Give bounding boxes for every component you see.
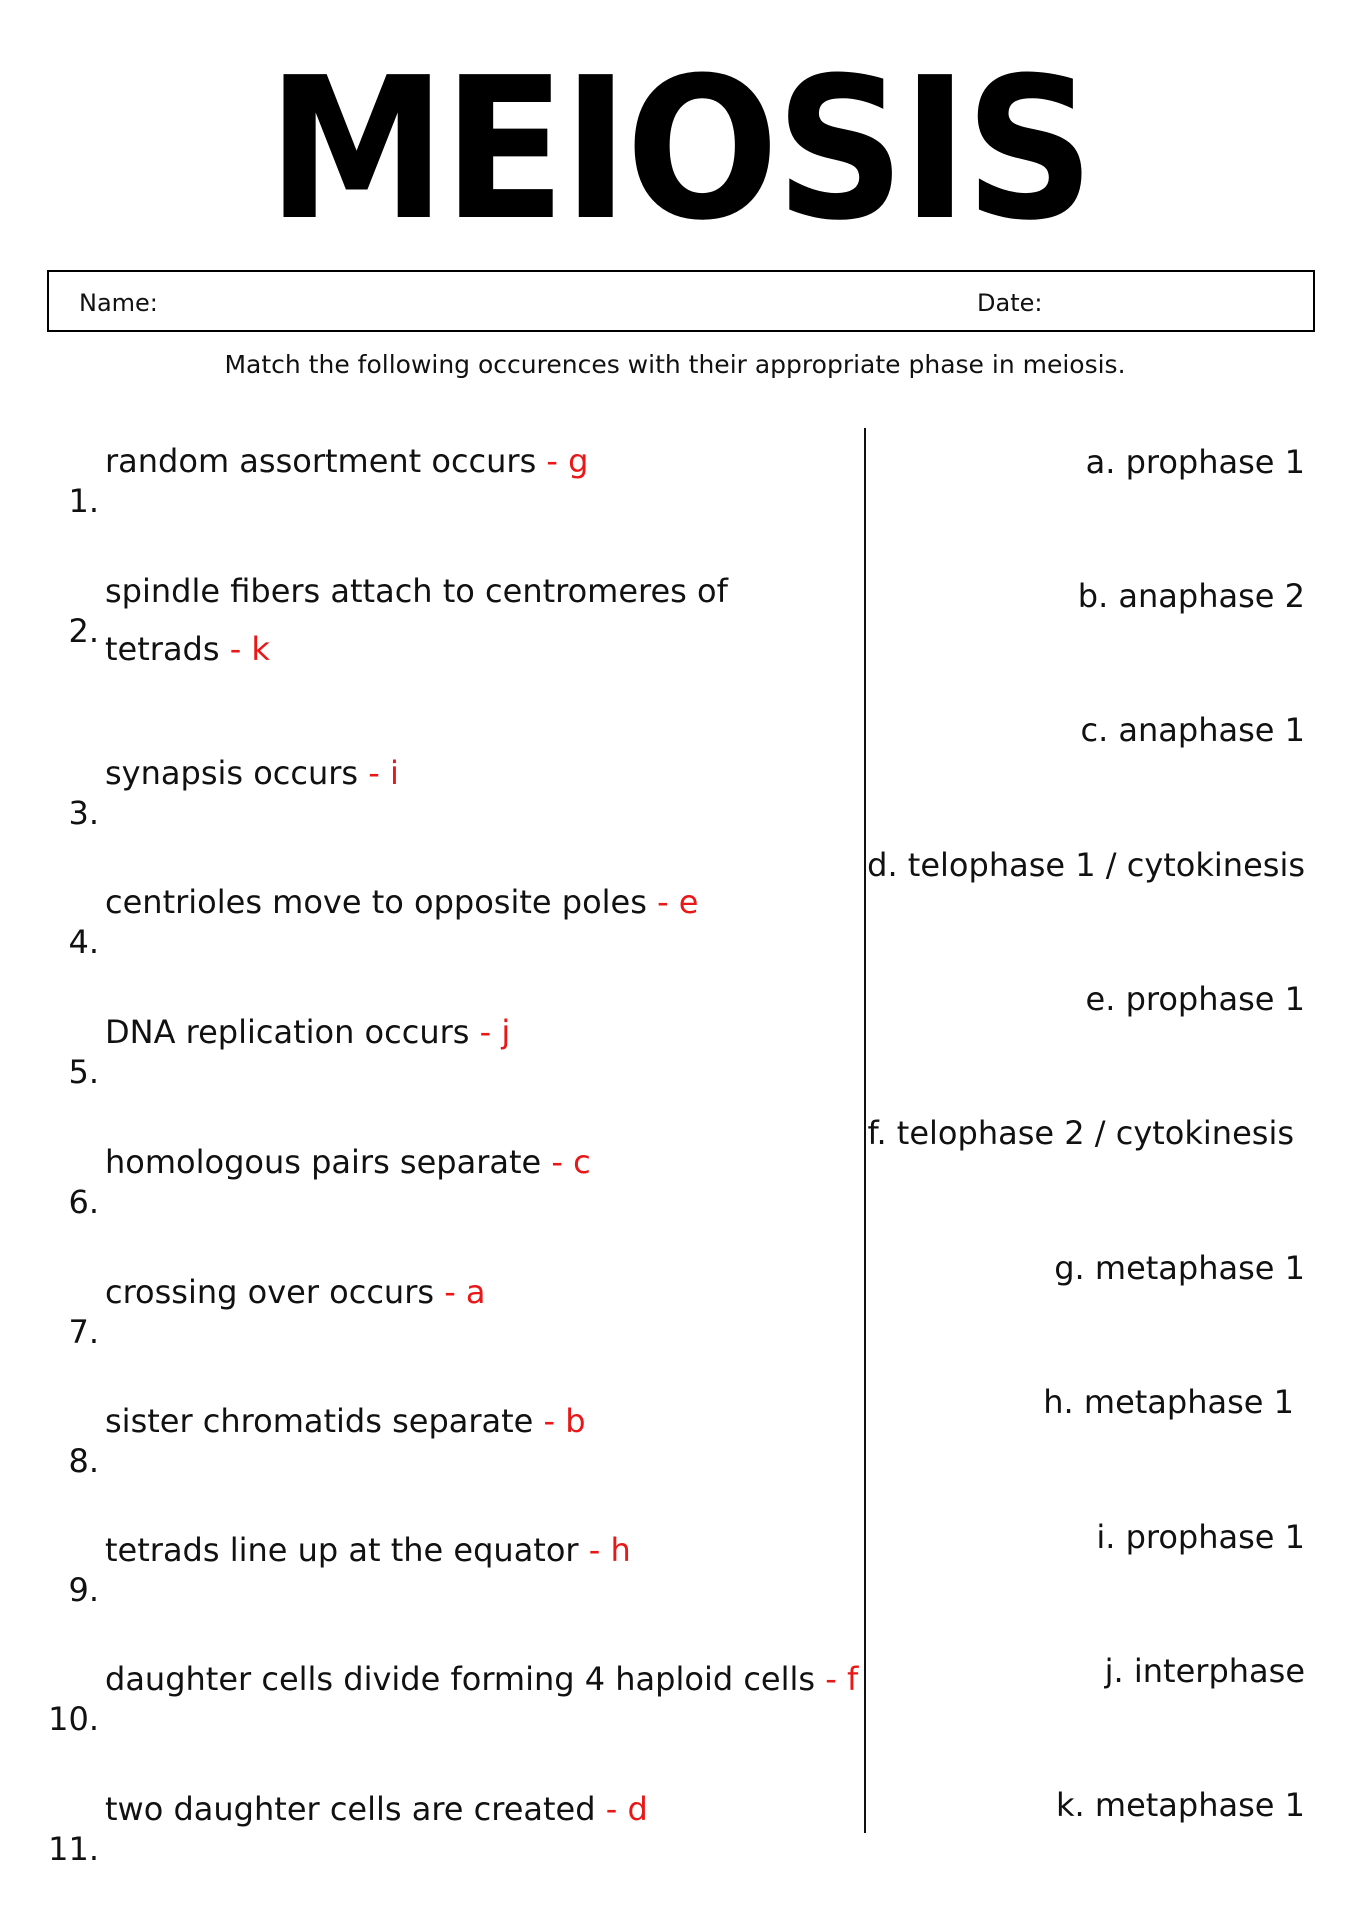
question-number: 8.	[68, 1442, 99, 1480]
question-item	[68, 1133, 591, 1221]
instructions: Match the following occurences with their appropriate phase in meiosis.	[224, 350, 1126, 379]
question-answer: - b	[543, 1402, 586, 1440]
question-answer: - a	[444, 1273, 486, 1311]
question-text: DNA replication occurs	[105, 1013, 470, 1051]
option-item: d. telophase 1 / cytokinesis	[867, 846, 1305, 884]
option-item: k. metaphase 1	[1056, 1786, 1305, 1824]
question-answer: - k	[229, 630, 270, 668]
question-answer: - c	[551, 1143, 591, 1181]
question-item	[48, 1780, 648, 1868]
question-text: homologous pairs separate	[105, 1143, 542, 1181]
option-item: c. anaphase 1	[1080, 711, 1305, 749]
question-number: 4.	[68, 923, 99, 961]
question-text: centrioles move to opposite poles	[105, 883, 647, 921]
question-answer: - d	[605, 1790, 648, 1828]
question-number: 5.	[68, 1053, 99, 1091]
question-text: spindle fibers attach to centromeres of tetrads	[105, 572, 728, 668]
name-label: Name:	[79, 289, 158, 317]
question-item	[68, 873, 699, 961]
question-number: 1.	[68, 482, 99, 520]
question-text: daughter cells divide forming 4 haploid cells	[105, 1660, 816, 1698]
question-number: 3.	[68, 794, 99, 832]
question-answer: - e	[657, 883, 699, 921]
question-answer: - j	[479, 1013, 511, 1051]
question-answer: - f	[825, 1660, 859, 1698]
question-answer: - i	[368, 754, 399, 792]
question-number: 11.	[48, 1830, 99, 1868]
question-item	[68, 432, 589, 520]
option-item: i. prophase 1	[1096, 1518, 1305, 1556]
option-item: h. metaphase 1	[1043, 1383, 1294, 1421]
question-text: random assortment occurs	[105, 442, 537, 480]
page-title: MEIOSIS	[266, 36, 1092, 264]
question-text: sister chromatids separate	[105, 1402, 534, 1440]
question-item	[68, 744, 399, 832]
date-label: Date:	[977, 289, 1043, 317]
option-item: g. metaphase 1	[1054, 1249, 1305, 1287]
question-text: synapsis occurs	[105, 754, 359, 792]
question-item	[48, 1650, 859, 1738]
question-answer: - h	[588, 1531, 631, 1569]
question-item	[68, 562, 765, 678]
question-text: tetrads line up at the equator	[105, 1531, 579, 1569]
question-item	[68, 1521, 631, 1609]
option-item: j. interphase	[1104, 1652, 1305, 1690]
question-number: 9.	[68, 1571, 99, 1609]
option-item: e. prophase 1	[1085, 980, 1305, 1018]
column-divider	[864, 428, 866, 1833]
question-number: 2.	[68, 612, 99, 650]
question-number: 6.	[68, 1183, 99, 1221]
question-answer: - g	[546, 442, 589, 480]
question-number: 10.	[48, 1700, 99, 1738]
question-item	[68, 1392, 586, 1480]
question-number: 7.	[68, 1313, 99, 1351]
question-item	[68, 1263, 486, 1351]
option-item: b. anaphase 2	[1077, 577, 1305, 615]
question-text: two daughter cells are created	[105, 1790, 596, 1828]
question-item	[68, 1003, 511, 1091]
option-item: f. telophase 2 / cytokinesis	[867, 1114, 1294, 1152]
name-date-box	[47, 270, 1315, 332]
option-item: a. prophase 1	[1085, 443, 1305, 481]
question-text: crossing over occurs	[105, 1273, 435, 1311]
